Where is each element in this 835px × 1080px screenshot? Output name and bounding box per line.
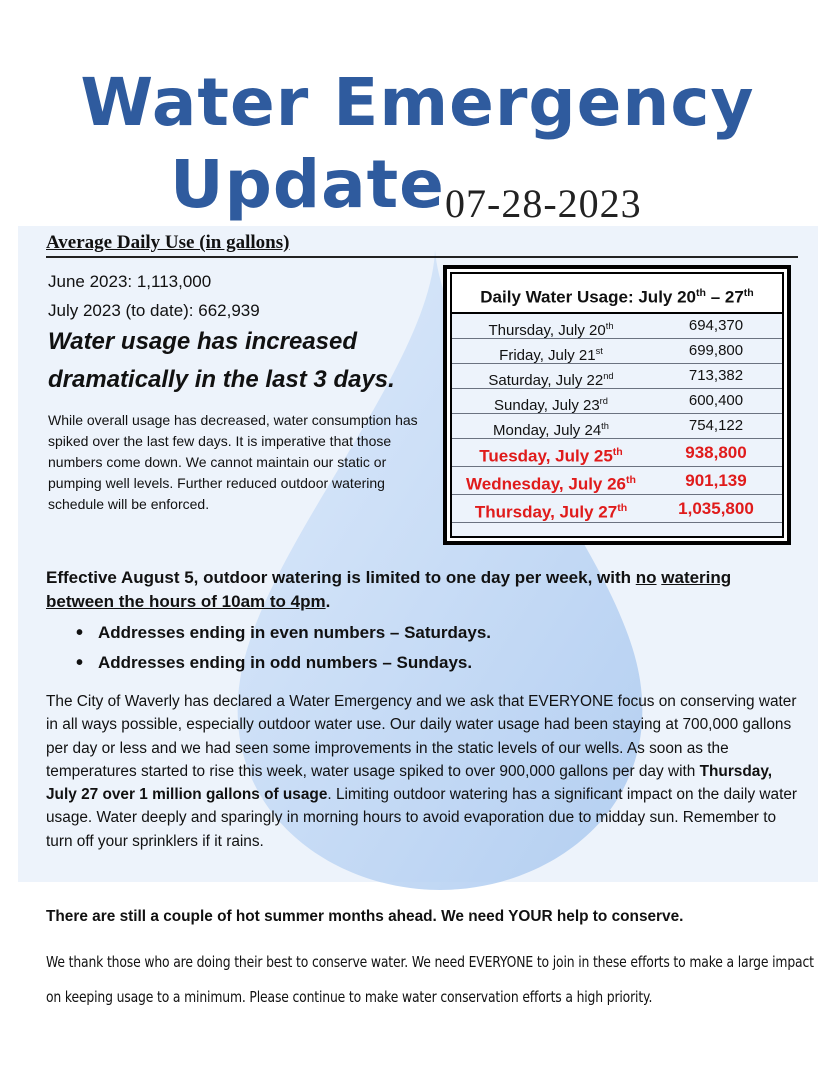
page-title-line-1: Water Emergency — [80, 64, 755, 141]
table-row: Monday, July 24th 754,122 — [452, 414, 782, 439]
table-row-highlight: Wednesday, July 26th 901,139 — [452, 467, 782, 495]
usage-paragraph: While overall usage has decreased, water consumption has spiked over the last few days. It is imperative that those numbers come down. We cannot maintain our static or pumping well levels. Further reduced outdoor watering schedule will be enforced. — [48, 412, 418, 512]
list-item: • Addresses ending in odd numbers – Sundays. — [76, 652, 473, 674]
headline-line-2: dramatically in the last 3 days. — [48, 366, 395, 393]
update-date: 07-28-2023 — [445, 181, 642, 226]
table-row-highlight: Tuesday, July 25th 938,800 — [452, 439, 782, 467]
table-row: Thursday, July 20th 694,370 — [452, 314, 782, 339]
thanks-note: We thank those who are doing their best to conserve water. We need EVERYONE to join in these efforts to make a large impact on keeping usage to a minimum. Please continue to make water conservation efforts a high priority. — [46, 953, 814, 1006]
effective-notice: Effective August 5, outdoor watering is limited to one day per week, with no watering between the hours of 10am to 4pm. — [46, 568, 732, 611]
table-row: Friday, July 21st 699,800 — [452, 339, 782, 364]
conserve-note: There are still a couple of hot summer months ahead. We need YOUR help to conserve. — [46, 908, 684, 925]
daily-usage-table — [443, 265, 791, 545]
page-title-line-2: Update — [170, 146, 445, 223]
list-item: • Addresses ending in even numbers – Saturdays. — [76, 622, 492, 644]
emergency-paragraph: The City of Waverly has declared a Water Emergency and we ask that EVERYONE focus on conserving water in all ways possible, especially outdoor water use. Our daily water usage had been staying at 700,000 gallons per day or less and we had seen some improvements in the static levels of our wells. As soon as the temperatures started to rise this week, water usage spiked to over 900,000 gallons per day with Thursday, July 27 over 1 million gallons of usage. Limiting outdoor watering has a significant impact on the daily water usage. Water deeply and sparingly in morning hours to avoid evaporation due to midday sun. Remember to turn off your sprinklers if it rains. — [46, 693, 798, 850]
average-heading: Average Daily Use (in gallons) — [46, 232, 290, 253]
headline-line-1: Water usage has increased — [48, 328, 358, 355]
table-row: Sunday, July 23rd 600,400 — [452, 389, 782, 414]
june-usage: June 2023: 1,113,000 — [48, 272, 212, 291]
table-row-highlight: Thursday, July 27th 1,035,800 — [452, 495, 782, 523]
watering-schedule-list — [76, 618, 491, 678]
july-usage: July 2023 (to date): 662,939 — [48, 301, 260, 320]
table-row: Saturday, July 22nd 713,382 — [452, 364, 782, 389]
usage-table-heading: Daily Water Usage: July 20th – 27th — [452, 274, 782, 314]
heading-divider — [46, 256, 798, 258]
